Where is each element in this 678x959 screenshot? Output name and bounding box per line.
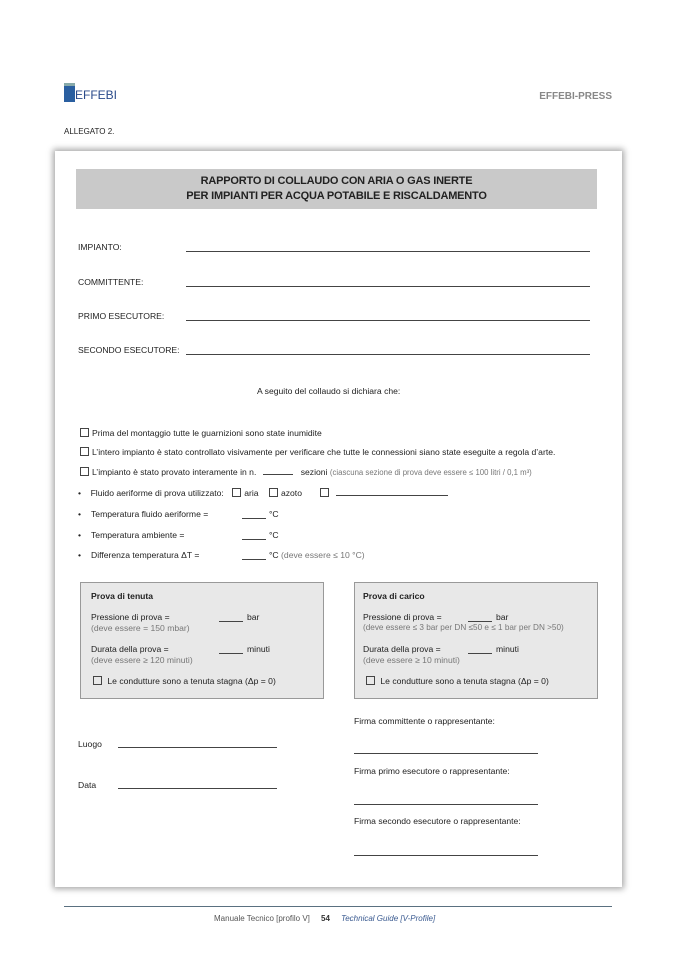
tenuta-check[interactable]: Le condutture sono a tenuta stagna (Δp = 0) [93,676,276,686]
field-label: SECONDO ESECUTORE: [78,345,180,355]
checkbox[interactable] [80,467,89,476]
place-label: Luogo [78,739,102,749]
bullet: • [78,509,82,519]
note: (deve essere = 150 mbar) [91,623,190,633]
form-sheet [55,151,622,887]
field-label: COMMITTENTE: [78,277,144,287]
checkbox[interactable] [80,428,89,437]
tenuta-duration-input[interactable] [219,653,243,654]
signature-label: Firma secondo esecutore o rappresentante: [354,816,521,826]
place-input[interactable] [118,747,277,748]
temp-diff-label: Differenza temperatura ΔT = [91,550,200,560]
signature-secondo-input[interactable] [354,855,538,856]
box-title: Prova di tenuta [91,591,154,601]
duration-label: Durata della prova = [91,644,169,654]
checkbox[interactable] [366,676,375,685]
impianto-input[interactable] [186,251,590,252]
note: (deve essere ≤ 3 bar per DN ≤50 e ≤ 1 bar per DN >50) [363,623,564,632]
other-checkbox[interactable] [320,488,329,497]
unit: bar [247,612,260,622]
unit: minuti [496,644,519,654]
signature-label: Firma committente o rappresentante: [354,716,495,726]
bullet: • [78,550,82,560]
sezioni-input[interactable] [263,474,293,475]
footer: Manuale Tecnico [profilo V] 54 Technical Guide [V-Profile] [214,914,436,923]
attachment-label: ALLEGATO 2. [64,127,115,136]
check-sezioni[interactable]: L’impianto è stato provato interamente in n. sezioni (ciascuna sezione di prova deve essere ≤ 100 litri / 0,1 m³) [80,467,532,477]
unit: minuti [247,644,270,654]
checkbox[interactable] [80,447,89,456]
footer-rule [64,906,612,907]
field-label: IMPIANTO: [78,242,122,252]
temp-diff-input[interactable] [242,559,266,560]
note: (deve essere ≥ 120 minuti) [91,655,193,665]
tenuta-pressure-input[interactable] [219,621,243,622]
aria-checkbox[interactable] [232,488,241,497]
pressure-label: Pressione di prova = [91,612,170,622]
box-title: Prova di carico [363,591,425,601]
temp-diff-unit: °C (deve essere ≤ 10 °C) [269,550,365,560]
signature-primo-input[interactable] [354,804,538,805]
committente-input[interactable] [186,286,590,287]
pressure-label: Pressione di prova = [363,612,442,622]
date-input[interactable] [118,788,277,789]
bullet: • [78,530,82,540]
checkbox[interactable] [93,676,102,685]
signature-committente-input[interactable] [354,753,538,754]
duration-label: Durata della prova = [363,644,441,654]
unit: °C [269,530,279,540]
logo: EFFEBI [64,83,117,102]
declaration: A seguito del collaudo si dichiara che: [257,386,401,396]
temp-amb-label: Temperatura ambiente = [91,530,185,540]
check-guarnizioni[interactable]: Prima del montaggio tutte le guarnizioni sono state inumidite [80,428,322,438]
carico-pressure-input[interactable] [468,621,492,622]
form-title: RAPPORTO DI COLLAUDO CON ARIA O GAS INERTE PER IMPIANTI PER ACQUA POTABILE E RISCALDAMENTO [76,169,597,209]
date-label: Data [78,780,97,790]
note: (deve essere ≥ 10 minuti) [363,655,460,665]
carico-duration-input[interactable] [468,653,492,654]
temp-fluid-input[interactable] [242,518,266,519]
primo-esecutore-input[interactable] [186,320,590,321]
unit: °C [269,509,279,519]
carico-check[interactable]: Le condutture sono a tenuta stagna (Δp = 0) [366,676,549,686]
temp-amb-input[interactable] [242,539,266,540]
logo-mark-icon [64,83,75,102]
check-visivo[interactable]: L’intero impianto è stato controllato visivamente per verificare che tutte le connessioni siano state eseguite a regola d’arte. [80,447,555,457]
temp-fluid-label: Temperatura fluido aeriforme = [91,509,209,519]
signature-label: Firma primo esecutore o rappresentante: [354,766,510,776]
fluid-row: • Fluido aeriforme di prova utilizzato: aria azoto [78,488,448,498]
azoto-checkbox[interactable] [269,488,278,497]
brand: EFFEBI-PRESS [539,91,612,102]
field-label: PRIMO ESECUTORE: [78,311,165,321]
unit: bar [496,612,509,622]
other-fluid-input[interactable] [336,495,448,496]
secondo-esecutore-input[interactable] [186,354,590,355]
